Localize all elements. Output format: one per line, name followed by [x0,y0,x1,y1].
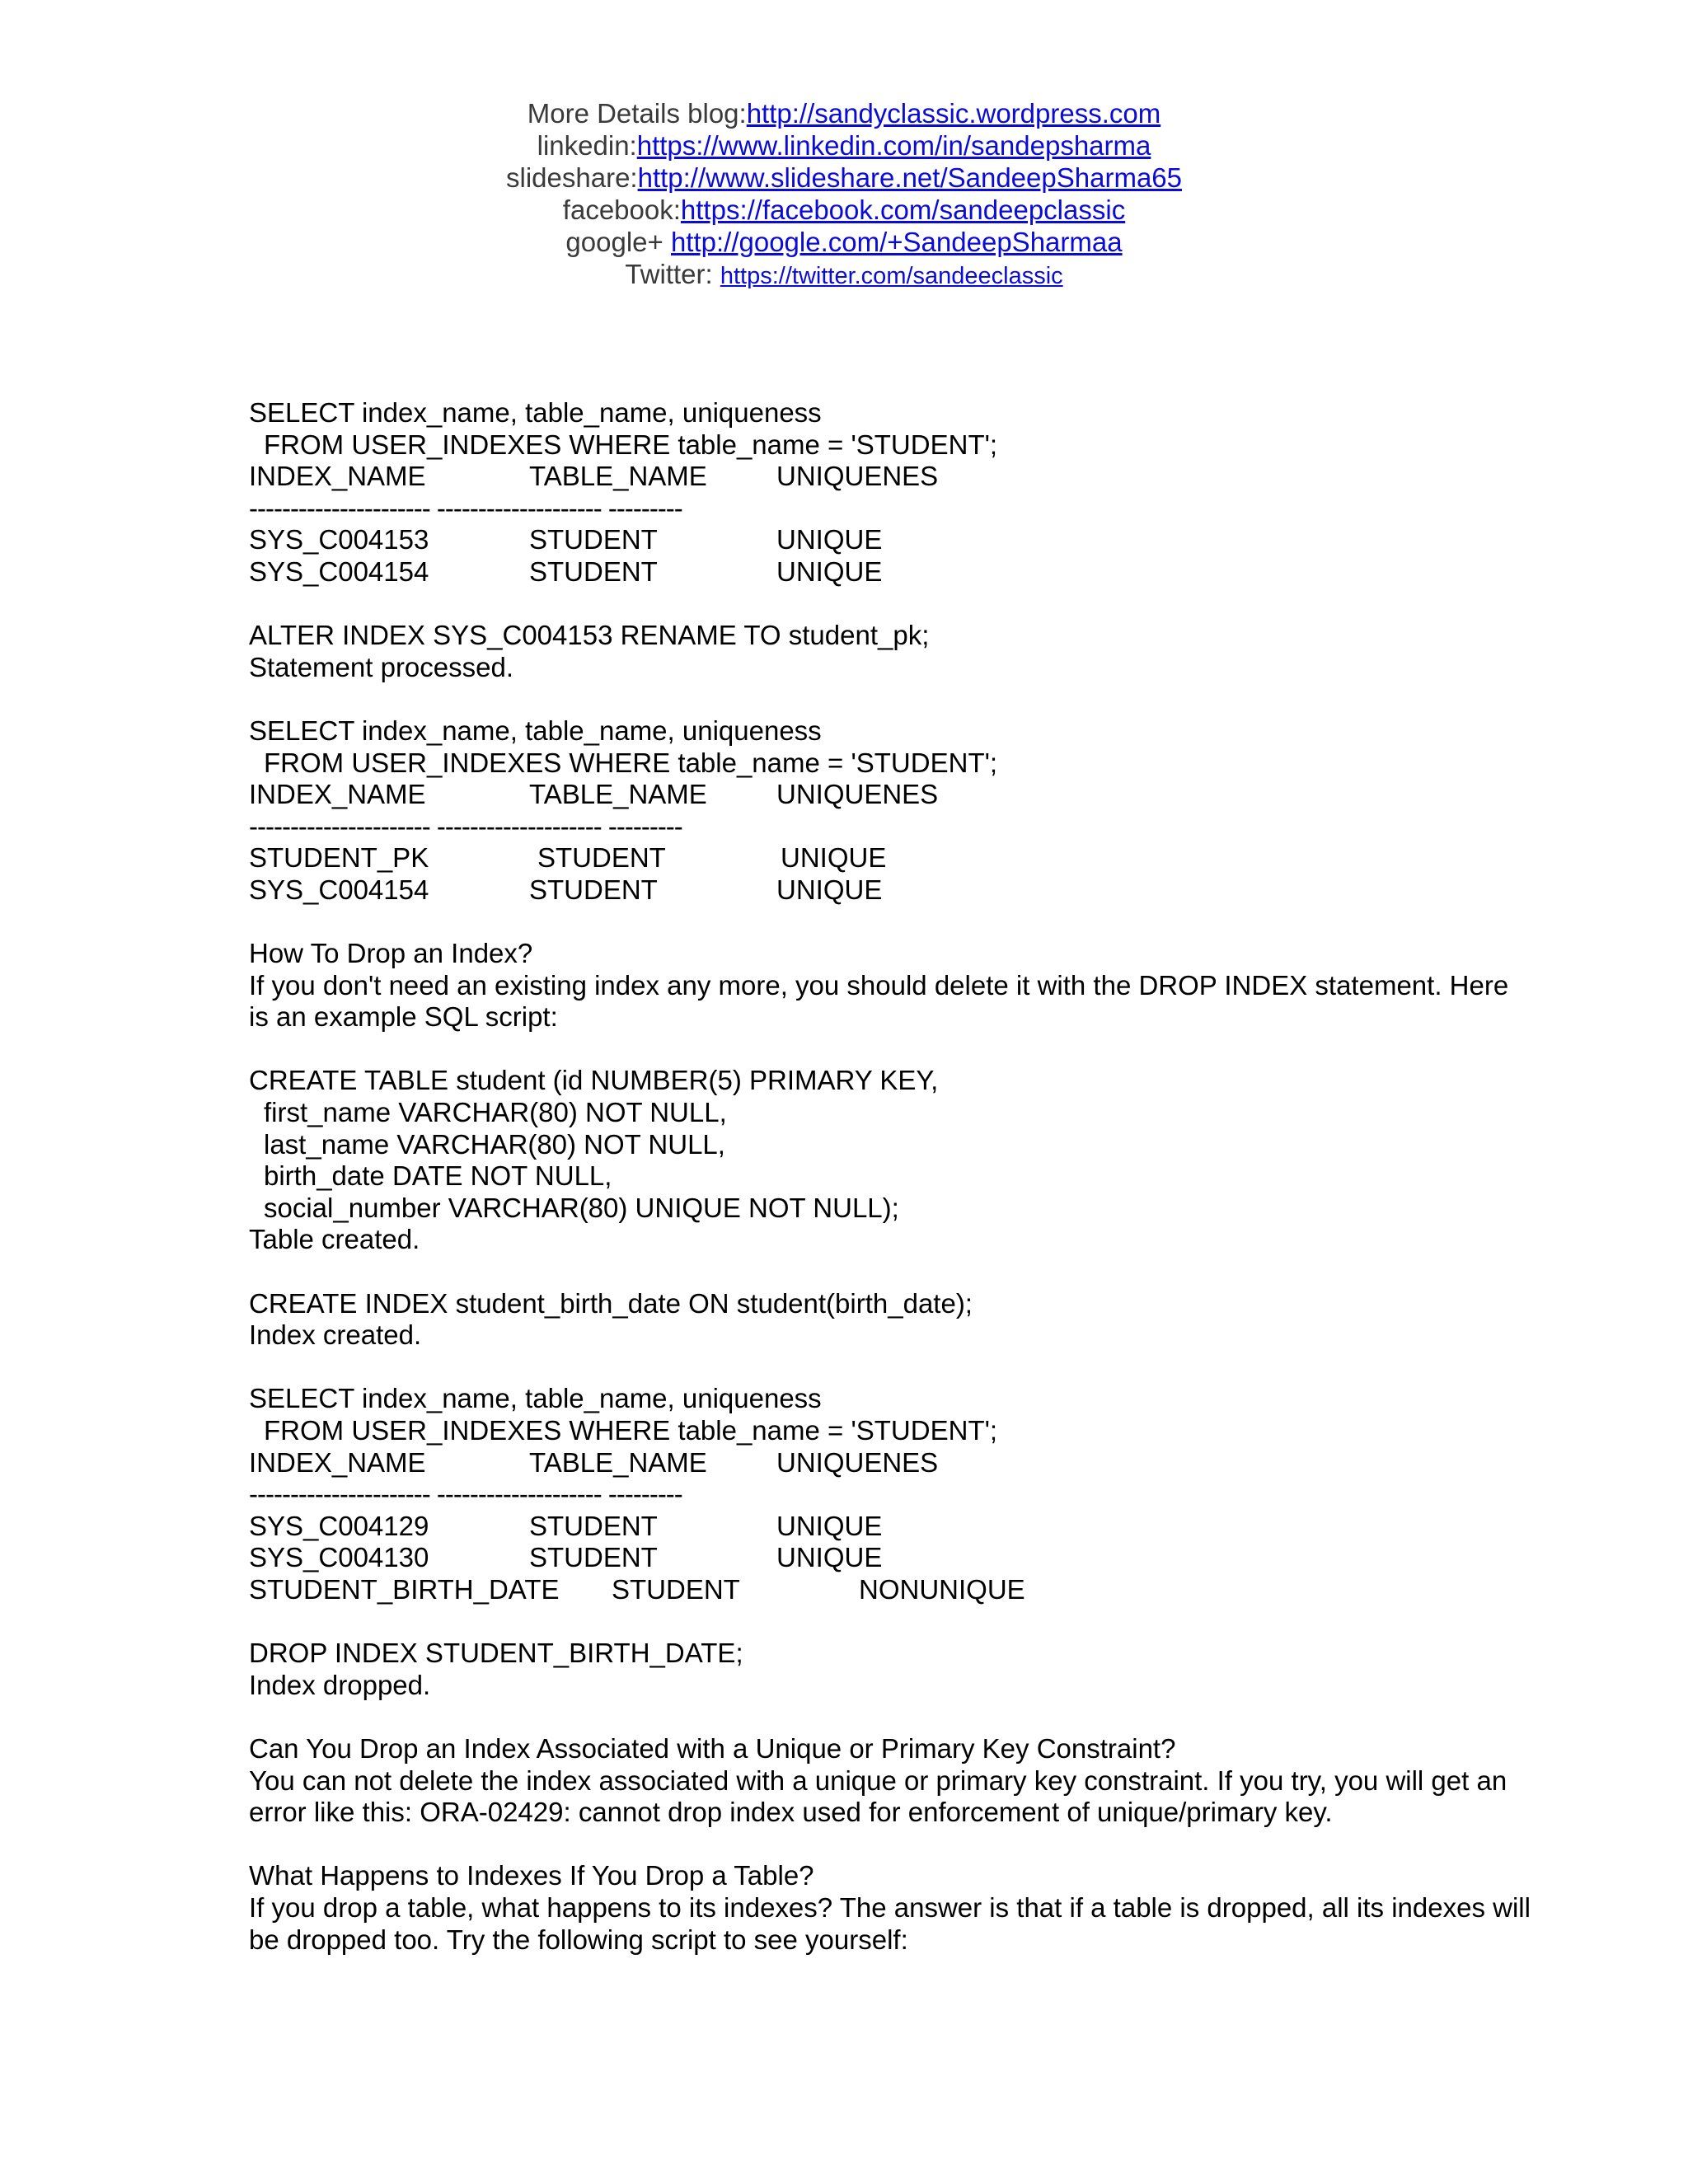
result-header-row [249,1447,1535,1479]
cell-table-name: STUDENT [612,1573,740,1605]
cell-uniqueness: UNIQUE [776,524,883,555]
blog-row [0,97,1688,129]
linkedin-row [0,129,1688,162]
col-header-index-name: INDEX_NAME [249,1446,426,1478]
twitter-link[interactable]: https://twitter.com/sandeeclassic [720,263,1063,289]
cell-index-name: SYS_C004129 [249,1510,429,1541]
cell-index-name: STUDENT_PK [249,842,429,874]
section-text-drop-index: If you don't need an existing index any more, you should delete it with the DROP INDEX statement. Here is an example SQL script: [249,969,1509,1033]
sql-query-line: SELECT index_name, table_name, uniqueness [249,715,822,746]
sql-result-message: Index created. [249,1319,422,1351]
contact-header [0,97,1688,293]
cell-index-name: SYS_C004154 [249,874,429,905]
col-header-uniqueness: UNIQUENES [776,1446,939,1478]
cell-index-name: SYS_C004153 [249,524,429,555]
sql-query-line: SELECT index_name, table_name, uniqueness [249,397,822,428]
cell-uniqueness: UNIQUE [776,874,883,905]
sql-statement: CREATE INDEX student_birth_date ON student(birth_date); [249,1287,973,1319]
facebook-row [0,194,1688,226]
result-row [249,556,1535,588]
col-header-table-name: TABLE_NAME [529,1446,707,1478]
cell-table-name: STUDENT [537,842,666,874]
slideshare-link[interactable]: http://www.slideshare.net/SandeepSharma65 [637,162,1182,193]
result-row [249,1574,1535,1606]
twitter-row [0,258,1688,293]
result-header-row [249,461,1535,493]
cell-table-name: STUDENT [529,1542,658,1573]
section-heading-constraint: Can You Drop an Index Associated with a Unique or Primary Key Constraint? [249,1732,1176,1764]
cell-table-name: STUDENT [529,1510,658,1541]
section-text-drop-table: If you drop a table, what happens to its indexes? The answer is that if a table is dropped, all its indexes will be dropped too. Try the following script to see yourself: [249,1891,1531,1955]
col-header-table-name: TABLE_NAME [529,461,707,492]
linkedin-link[interactable]: https://www.linkedin.com/in/sandepsharma [636,130,1151,161]
sql-statement-line: social_number VARCHAR(80) UNIQUE NOT NULL); [264,1192,899,1223]
col-header-table-name: TABLE_NAME [529,779,707,810]
col-header-index-name: INDEX_NAME [249,461,426,492]
result-row [249,1511,1535,1543]
google-label: google+ [565,227,671,257]
twitter-label: Twitter: [625,259,720,289]
result-separator: ---------------------- -------------------- --------- [249,1479,682,1510]
result-row [249,874,1535,907]
result-row [249,524,1535,556]
cell-uniqueness: UNIQUE [776,1510,883,1541]
sql-query-line: FROM USER_INDEXES WHERE table_name = 'STUDENT'; [264,429,998,460]
sql-statement-line: CREATE TABLE student (id NUMBER(5) PRIMARY KEY, [249,1065,939,1096]
facebook-link[interactable]: https://facebook.com/sandeepclassic [680,194,1126,225]
section-heading-drop-index: How To Drop an Index? [249,938,533,969]
sql-statement-line: first_name VARCHAR(80) NOT NULL, [264,1097,727,1128]
cell-uniqueness: UNIQUE [776,555,883,587]
sql-statement-line: birth_date DATE NOT NULL, [264,1160,612,1192]
document-body [249,397,1535,1956]
sql-statement: DROP INDEX STUDENT_BIRTH_DATE; [249,1638,743,1669]
linkedin-label: linkedin: [537,130,637,161]
cell-index-name: STUDENT_BIRTH_DATE [249,1573,560,1605]
cell-uniqueness: NONUNIQUE [859,1573,1025,1605]
google-link[interactable]: http://google.com/+SandeepSharmaa [670,227,1123,257]
sql-result-message: Statement processed. [249,651,514,682]
sql-query-line: SELECT index_name, table_name, uniqueness [249,1383,822,1414]
col-header-index-name: INDEX_NAME [249,779,426,810]
result-separator: ---------------------- -------------------- --------- [249,810,682,841]
sql-statement-line: last_name VARCHAR(80) NOT NULL, [264,1128,725,1160]
col-header-uniqueness: UNIQUENES [776,779,939,810]
result-row [249,842,1535,874]
cell-table-name: STUDENT [529,555,658,587]
cell-index-name: SYS_C004130 [249,1542,429,1573]
cell-uniqueness: UNIQUE [776,1542,883,1573]
facebook-label: facebook: [562,194,681,225]
result-header-row [249,779,1535,811]
google-row [0,226,1688,258]
sql-statement: ALTER INDEX SYS_C004153 RENAME TO student_pk; [249,620,930,651]
cell-table-name: STUDENT [529,874,658,905]
section-heading-drop-table: What Happens to Indexes If You Drop a Table? [249,1860,814,1891]
sql-result-message: Index dropped. [249,1669,431,1700]
sql-result-message: Table created. [249,1224,420,1255]
slideshare-label: slideshare: [506,162,638,193]
sql-query-line: FROM USER_INDEXES WHERE table_name = 'STUDENT'; [264,747,998,778]
result-row [249,1542,1535,1574]
cell-table-name: STUDENT [529,524,658,555]
col-header-uniqueness: UNIQUENES [776,461,939,492]
slideshare-row [0,162,1688,194]
sql-query-line: FROM USER_INDEXES WHERE table_name = 'STUDENT'; [264,1415,998,1446]
cell-index-name: SYS_C004154 [249,555,429,587]
result-separator: ---------------------- -------------------- --------- [249,492,682,523]
blog-label: More Details blog: [527,98,747,129]
section-text-constraint: You can not delete the index associated with a unique or primary key constraint. If you try, you will get an error like this: ORA-02429: cannot drop index used for enforcement of unique/primary key. [249,1765,1507,1828]
blog-link[interactable]: http://sandyclassic.wordpress.com [746,98,1161,129]
cell-uniqueness: UNIQUE [781,842,887,874]
